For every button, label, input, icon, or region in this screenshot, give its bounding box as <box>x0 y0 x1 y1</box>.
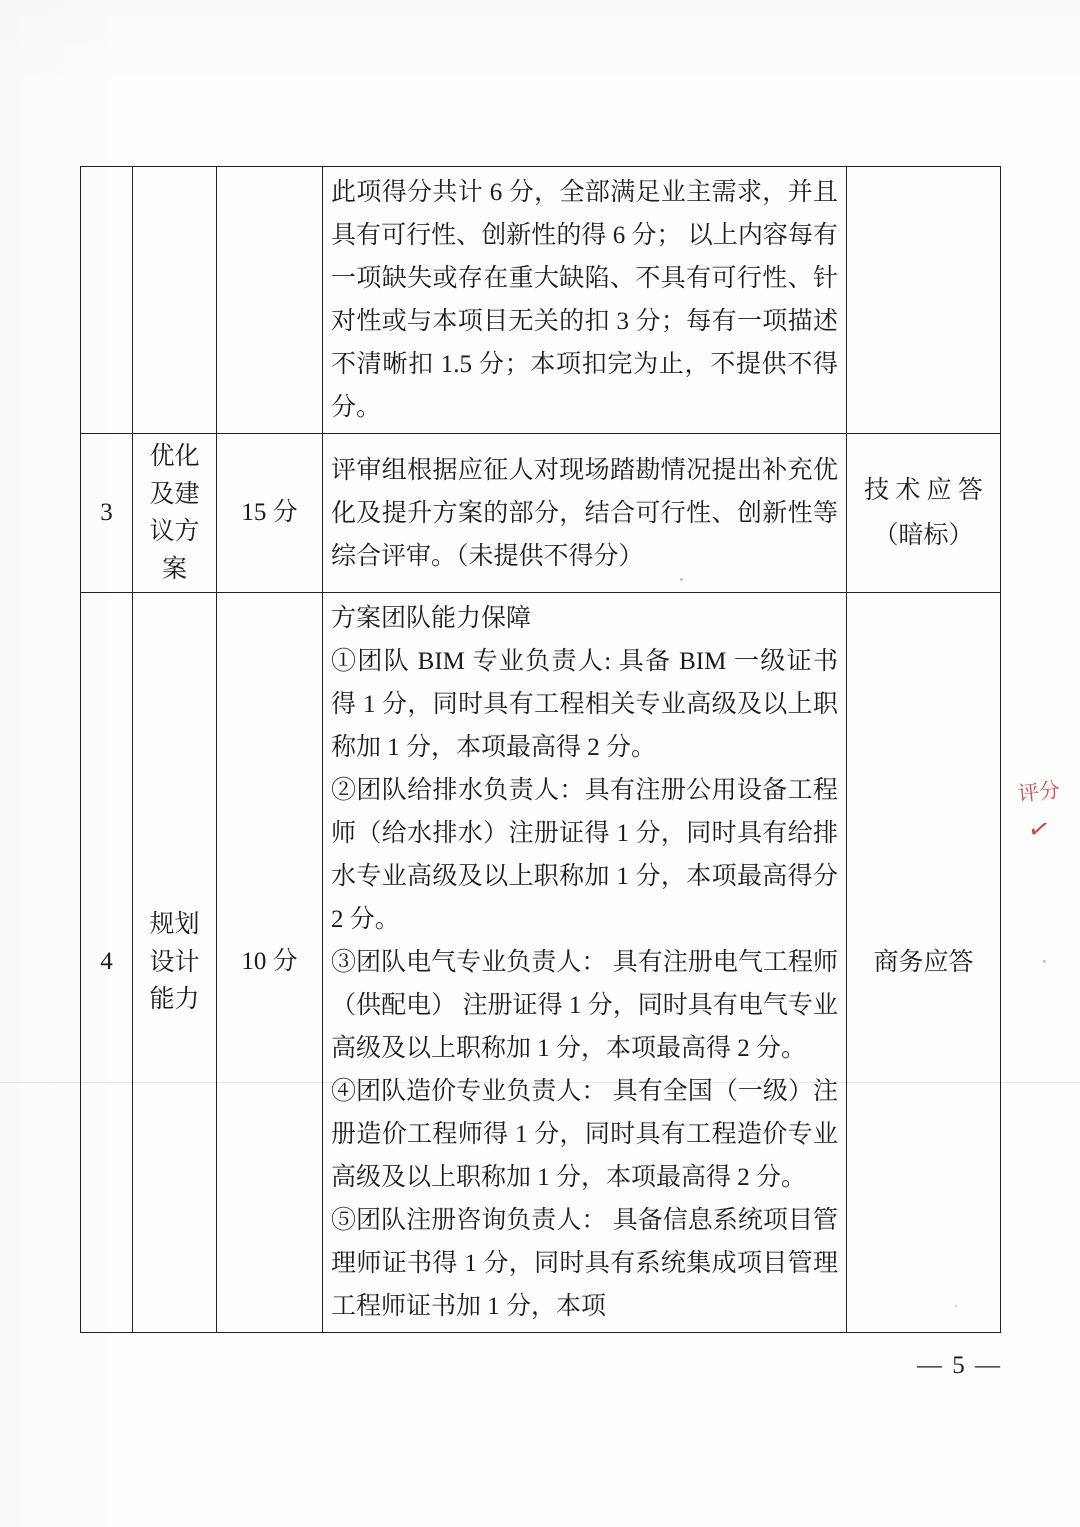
row-item-cell <box>133 167 217 434</box>
scan-speck <box>1043 960 1046 963</box>
item-label-line: 案 <box>161 555 187 583</box>
row-number-cell <box>81 167 133 434</box>
description-text: ①团队 BIM 专业负责人: 具备 BIM 一级证书得 1 分，同时具有工程相关专业高级及以上职称加 1 分，本项最高得 2 分。 <box>331 648 838 761</box>
response-line: 技 术 应 答 <box>864 477 983 504</box>
row-score-cell <box>217 167 323 434</box>
row-response-cell: 商务应答 <box>847 593 1001 1333</box>
row-response-cell <box>847 434 1001 593</box>
description-text: ⑤团队注册咨询负责人： 具备信息系统项目管理师证书得 1 分，同时具有系统集成项目管理工程师证书加 1 分，本项 <box>331 1207 838 1320</box>
item-label-line: 能力 <box>149 986 200 1014</box>
page-number: — 5 — <box>917 1352 1002 1379</box>
description-text: 此项得分共计 6 分，全部满足业主需求，并且具有可行性、创新性的得 6 分； 以上内容每有一项缺失或存在重大缺陷、不具有可行性、针对性或与本项目无关的扣 3 分；每有一项描述不清晰扣 1.5 分；本项扣完为止，不提供不得分。 <box>331 179 838 421</box>
table-row <box>81 167 1001 434</box>
description-text: 评审组根据应征人对现场踏勘情况提出补充优化及提升方案的部分，结合可行性、创新性等综合评审。（未提供不得分） <box>331 456 838 570</box>
table-row <box>81 434 1001 593</box>
row-item-cell <box>133 593 217 1333</box>
row-score-cell: 15 分 <box>217 434 323 593</box>
item-label-line: 设计 <box>149 948 200 976</box>
item-label-line: 议方 <box>149 518 200 545</box>
row-number-cell: 3 <box>81 434 133 593</box>
description-text: ③团队电气专业负责人： 具有注册电气工程师（供配电） 注册证得 1 分，同时具有电气专业高级及以上职称加 1 分，本项最高得 2 分。 <box>331 949 838 1062</box>
row-item-cell <box>133 434 217 593</box>
response-line: （暗标） <box>873 522 974 549</box>
description-text: ④团队造价专业负责人： 具有全国（一级）注册造价工程师得 1 分，同时具有工程造价专业高级及以上职称加 1 分，本项最高得 2 分。 <box>331 1078 838 1191</box>
seal-text: 评分 <box>1016 777 1062 807</box>
row-number-cell: 4 <box>81 593 133 1333</box>
item-label-line: 及建 <box>149 480 200 508</box>
table-row <box>81 593 1001 1333</box>
row-description-cell <box>323 167 847 434</box>
red-seal-mark <box>1016 778 1062 958</box>
row-description-cell <box>323 434 847 593</box>
seal-swash: ✓ <box>1025 813 1053 847</box>
row-response-cell <box>847 167 1001 434</box>
row-description-cell <box>323 593 847 1333</box>
description-text: 方案团队能力保障 <box>331 605 532 632</box>
row-score-cell: 10 分 <box>217 593 323 1333</box>
item-label-line: 规划 <box>149 911 200 939</box>
item-label-line: 优化 <box>149 443 200 470</box>
evaluation-criteria-table <box>80 166 1001 1333</box>
description-text: ②团队给排水负责人：具有注册公用设备工程师（给水排水）注册证得 1 分，同时具有给排水专业高级及以上职称加 1 分，本项最高得分 2 分。 <box>331 777 838 933</box>
